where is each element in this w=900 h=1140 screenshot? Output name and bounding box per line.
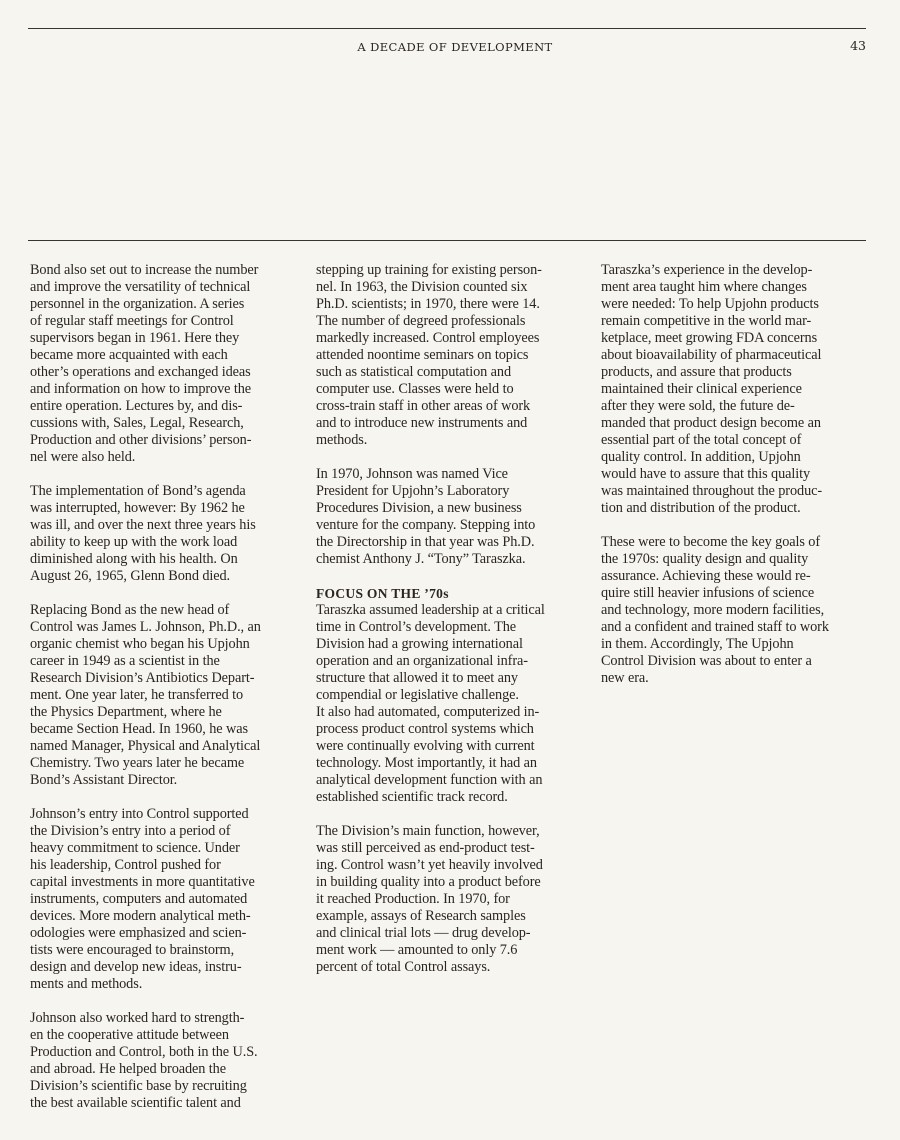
text-line: diminished along with his health. On (30, 551, 238, 567)
text-line: the Physics Department, where he (30, 704, 222, 720)
paragraph (30, 806, 302, 993)
text-line: Johnson’s entry into Control supported (30, 806, 249, 822)
text-line: such as statistical computation and (316, 364, 512, 380)
text-line: example, assays of Research samples (316, 908, 526, 924)
text-line: It also had automated, computerized in- (316, 704, 540, 720)
text-line: heavy commitment to science. Under (30, 840, 240, 856)
text-line: was still perceived as end-product test- (316, 840, 535, 856)
text-line: Taraszka assumed leadership at a critical (316, 602, 545, 618)
text-line: ments and methods. (30, 976, 143, 992)
paragraph (316, 823, 588, 976)
text-line: entire operation. Lectures by, and dis- (30, 398, 243, 414)
text-line: structure that allowed it to meet any (316, 670, 518, 686)
text-line: of regular staff meetings for Control (30, 313, 234, 329)
text-line: Replacing Bond as the new head of (30, 602, 230, 618)
text-line: and clinical trial lots — drug develop- (316, 925, 531, 941)
text-line: cussions with, Sales, Legal, Research, (30, 415, 244, 431)
text-line: ketplace, meet growing FDA concerns (601, 330, 818, 346)
paragraph (30, 1010, 302, 1112)
text-line: Production and other divisions’ person- (30, 432, 252, 448)
text-line: compendial or legislative challenge. (316, 687, 519, 703)
text-line: in building quality into a product before (316, 874, 541, 890)
paragraph (30, 483, 302, 585)
text-line: ment. One year later, he transferred to (30, 687, 244, 703)
text-line: other’s operations and exchanged ideas (30, 364, 251, 380)
text-line: career in 1949 as a scientist in the (30, 653, 220, 669)
text-line: Ph.D. scientists; in 1970, there were 14. (316, 296, 540, 312)
text-line: Control Division was about to enter a (601, 653, 812, 669)
text-line: design and develop new ideas, instru- (30, 959, 242, 975)
text-line: Johnson also worked hard to strength- (30, 1010, 245, 1026)
text-line: quire still heavier infusions of science (601, 585, 815, 601)
text-line: Procedures Division, a new business (316, 500, 522, 516)
text-line: his leadership, Control pushed for (30, 857, 221, 873)
text-line: percent of total Control assays. (316, 959, 491, 975)
text-line: and to introduce new instruments and (316, 415, 528, 431)
text-line: capital investments in more quantitative (30, 874, 255, 890)
text-line: manded that product design become an (601, 415, 821, 431)
text-column-3 (601, 262, 877, 704)
text-line: cross-train staff in other areas of work (316, 398, 531, 414)
text-line: supervisors began in 1961. Here they (30, 330, 240, 346)
text-line: personnel in the organization. A series (30, 296, 245, 312)
text-line: was interrupted, however: By 1962 he (30, 500, 245, 516)
text-line: the Directorship in that year was Ph.D. (316, 534, 535, 550)
text-line: after they were sold, the future de- (601, 398, 795, 414)
text-line: computer use. Classes were held to (316, 381, 514, 397)
text-line: technology. Most importantly, it had an (316, 755, 537, 771)
text-line: the Division’s entry into a period of (30, 823, 231, 839)
section-heading: FOCUS ON THE ’70s (316, 586, 449, 601)
paragraph (316, 585, 588, 806)
text-line: and improve the versatility of technical (30, 279, 251, 295)
text-column-1 (30, 262, 302, 1129)
text-line: about bioavailability of pharmaceutical (601, 347, 822, 363)
text-line: en the cooperative attitude between (30, 1027, 229, 1043)
paragraph (601, 534, 877, 687)
text-line: remain competitive in the world mar- (601, 313, 812, 329)
text-line: maintained their clinical experience (601, 381, 802, 397)
text-line: was ill, and over the next three years his (30, 517, 256, 533)
paragraph (30, 602, 302, 789)
text-line: became Section Head. In 1960, he was (30, 721, 248, 737)
text-line: process product control systems which (316, 721, 534, 737)
text-line: ment work — amounted to only 7.6 (316, 942, 518, 958)
text-line: nel. In 1963, the Division counted six (316, 279, 528, 295)
text-line: In 1970, Johnson was named Vice (316, 466, 508, 482)
text-line: the best available scientific talent and (30, 1095, 241, 1111)
text-line: nel were also held. (30, 449, 136, 465)
text-line: August 26, 1965, Glenn Bond died. (30, 568, 231, 584)
paragraph (30, 262, 302, 466)
text-line: stepping up training for existing person- (316, 262, 542, 278)
text-line: devices. More modern analytical meth- (30, 908, 251, 924)
text-line: Research Division’s Antibiotics Depart- (30, 670, 255, 686)
text-line: Division had a growing international (316, 636, 523, 652)
text-line: in them. Accordingly, The Upjohn (601, 636, 794, 652)
text-line: Bond’s Assistant Director. (30, 772, 178, 788)
text-line: and abroad. He helped broaden the (30, 1061, 226, 1077)
section-rule (28, 240, 866, 241)
text-line: new era. (601, 670, 649, 686)
text-line: and technology, more modern facilities, (601, 602, 825, 618)
text-line: venture for the company. Stepping into (316, 517, 536, 533)
text-line: Chemistry. Two years later he became (30, 755, 245, 771)
text-line: Production and Control, both in the U.S. (30, 1044, 258, 1060)
text-line: were needed: To help Upjohn products (601, 296, 819, 312)
text-line: operation and an organizational infra- (316, 653, 528, 669)
text-line: analytical development function with an (316, 772, 543, 788)
text-line: Control was James L. Johnson, Ph.D., an (30, 619, 261, 635)
text-line: were continually evolving with current (316, 738, 535, 754)
text-line: essential part of the total concept of (601, 432, 802, 448)
text-line: The number of degreed professionals (316, 313, 526, 329)
text-line: ability to keep up with the work load (30, 534, 238, 550)
text-line: tists were encouraged to brainstorm, (30, 942, 235, 958)
running-head: A DECADE OF DEVELOPMENT (357, 40, 553, 54)
text-line: These were to become the key goals of (601, 534, 821, 550)
text-line: organic chemist who began his Upjohn (30, 636, 250, 652)
text-line: methods. (316, 432, 368, 448)
text-line: Taraszka’s experience in the develop- (601, 262, 813, 278)
text-line: markedly increased. Control employees (316, 330, 540, 346)
text-line: tion and distribution of the product. (601, 500, 801, 516)
text-line: established scientific track record. (316, 789, 508, 805)
text-line: ing. Control wasn’t yet heavily involved (316, 857, 543, 873)
text-line: time in Control’s development. The (316, 619, 517, 635)
text-line: ment area taught him where changes (601, 279, 807, 295)
text-line: became more acquainted with each (30, 347, 228, 363)
text-line: and information on how to improve the (30, 381, 252, 397)
paragraph (601, 262, 877, 517)
text-line: The Division’s main function, however, (316, 823, 540, 839)
text-line: products, and assure that products (601, 364, 792, 380)
text-line: President for Upjohn’s Laboratory (316, 483, 510, 499)
text-line: quality control. In addition, Upjohn (601, 449, 801, 465)
paragraph (316, 262, 588, 449)
top-rule (28, 28, 866, 29)
text-line: Division’s scientific base by recruiting (30, 1078, 247, 1094)
page-number: 43 (850, 38, 866, 53)
text-line: would have to assure that this quality (601, 466, 811, 482)
text-line: assurance. Achieving these would re- (601, 568, 811, 584)
text-line: instruments, computers and automated (30, 891, 248, 907)
text-line: the 1970s: quality design and quality (601, 551, 809, 567)
text-line: attended noontime seminars on topics (316, 347, 529, 363)
text-column-2 (316, 262, 588, 993)
text-line: it reached Production. In 1970, for (316, 891, 510, 907)
text-line: was maintained throughout the produc- (601, 483, 823, 499)
text-line: named Manager, Physical and Analytical (30, 738, 261, 754)
text-line: The implementation of Bond’s agenda (30, 483, 246, 499)
paragraph (316, 466, 588, 568)
text-line: and a confident and trained staff to work (601, 619, 829, 635)
text-line: odologies were emphasized and scien- (30, 925, 247, 941)
text-line: chemist Anthony J. “Tony” Taraszka. (316, 551, 526, 567)
text-line: Bond also set out to increase the number (30, 262, 259, 278)
